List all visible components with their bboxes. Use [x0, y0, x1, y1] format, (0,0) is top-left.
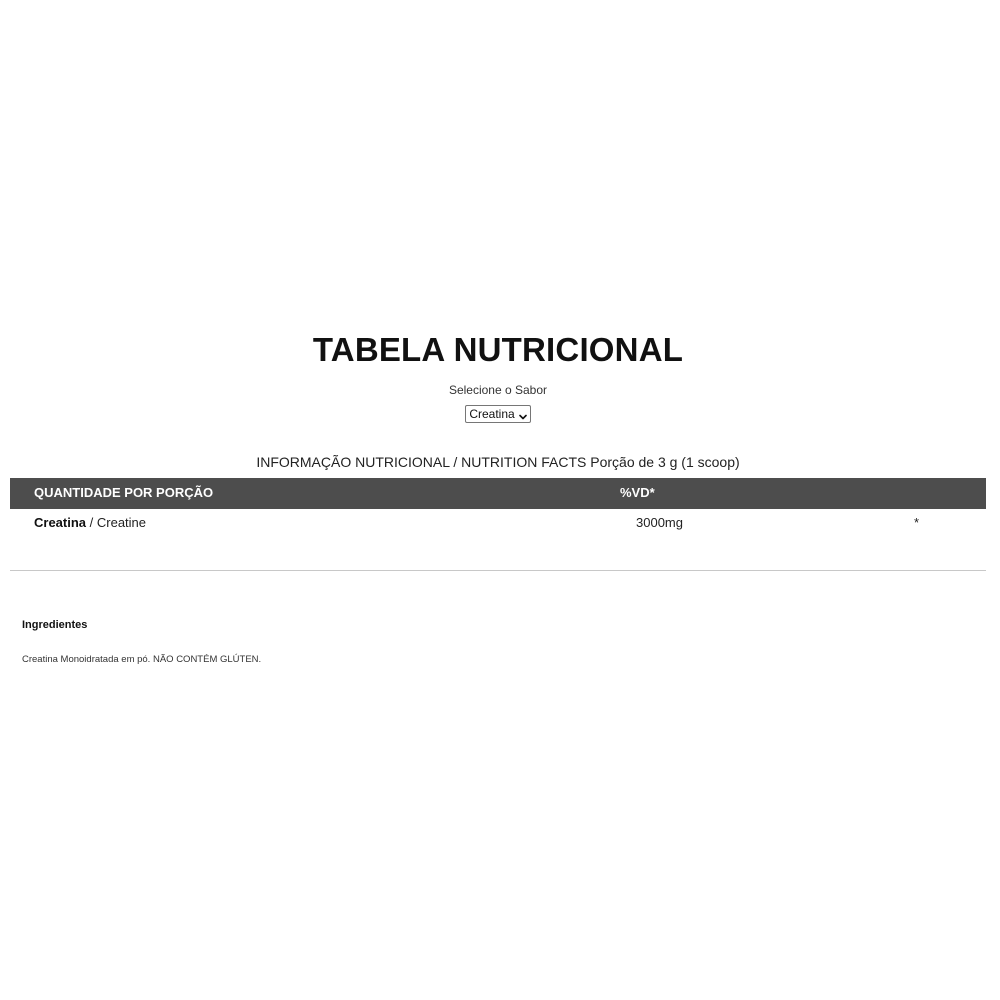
flavor-select-value: Creatina [469, 407, 515, 421]
flavor-select[interactable] [465, 405, 530, 423]
table-row [10, 513, 986, 535]
nutrient-amount: 3000mg [636, 515, 683, 530]
section-divider [10, 570, 986, 571]
nutrition-facts-caption: INFORMAÇÃO NUTRICIONAL / NUTRITION FACTS Porção de 3 g (1 scoop) [256, 454, 740, 470]
page-title: TABELA NUTRICIONAL [312, 331, 684, 368]
nutrient-name-en: / Creatine [86, 515, 147, 530]
ingredients-heading: Ingredientes [22, 619, 88, 631]
flavor-select-wrapper [0, 405, 996, 423]
ingredients-text: Creatina Monoidratada em pó. NÃO CONTÉM GLÚTEN. [22, 654, 262, 665]
nutrient-name-pt: Creatina [34, 515, 87, 530]
flavor-select-label: Selecione o Sabor [448, 383, 548, 397]
nutrition-table-header [10, 478, 986, 509]
column-header-vd: %VD* [620, 485, 655, 500]
chevron-down-icon [519, 410, 527, 418]
nutrient-name [34, 515, 146, 531]
nutrient-vd: * [914, 515, 920, 530]
column-header-quantity: QUANTIDADE POR PORÇÃO [34, 485, 214, 500]
